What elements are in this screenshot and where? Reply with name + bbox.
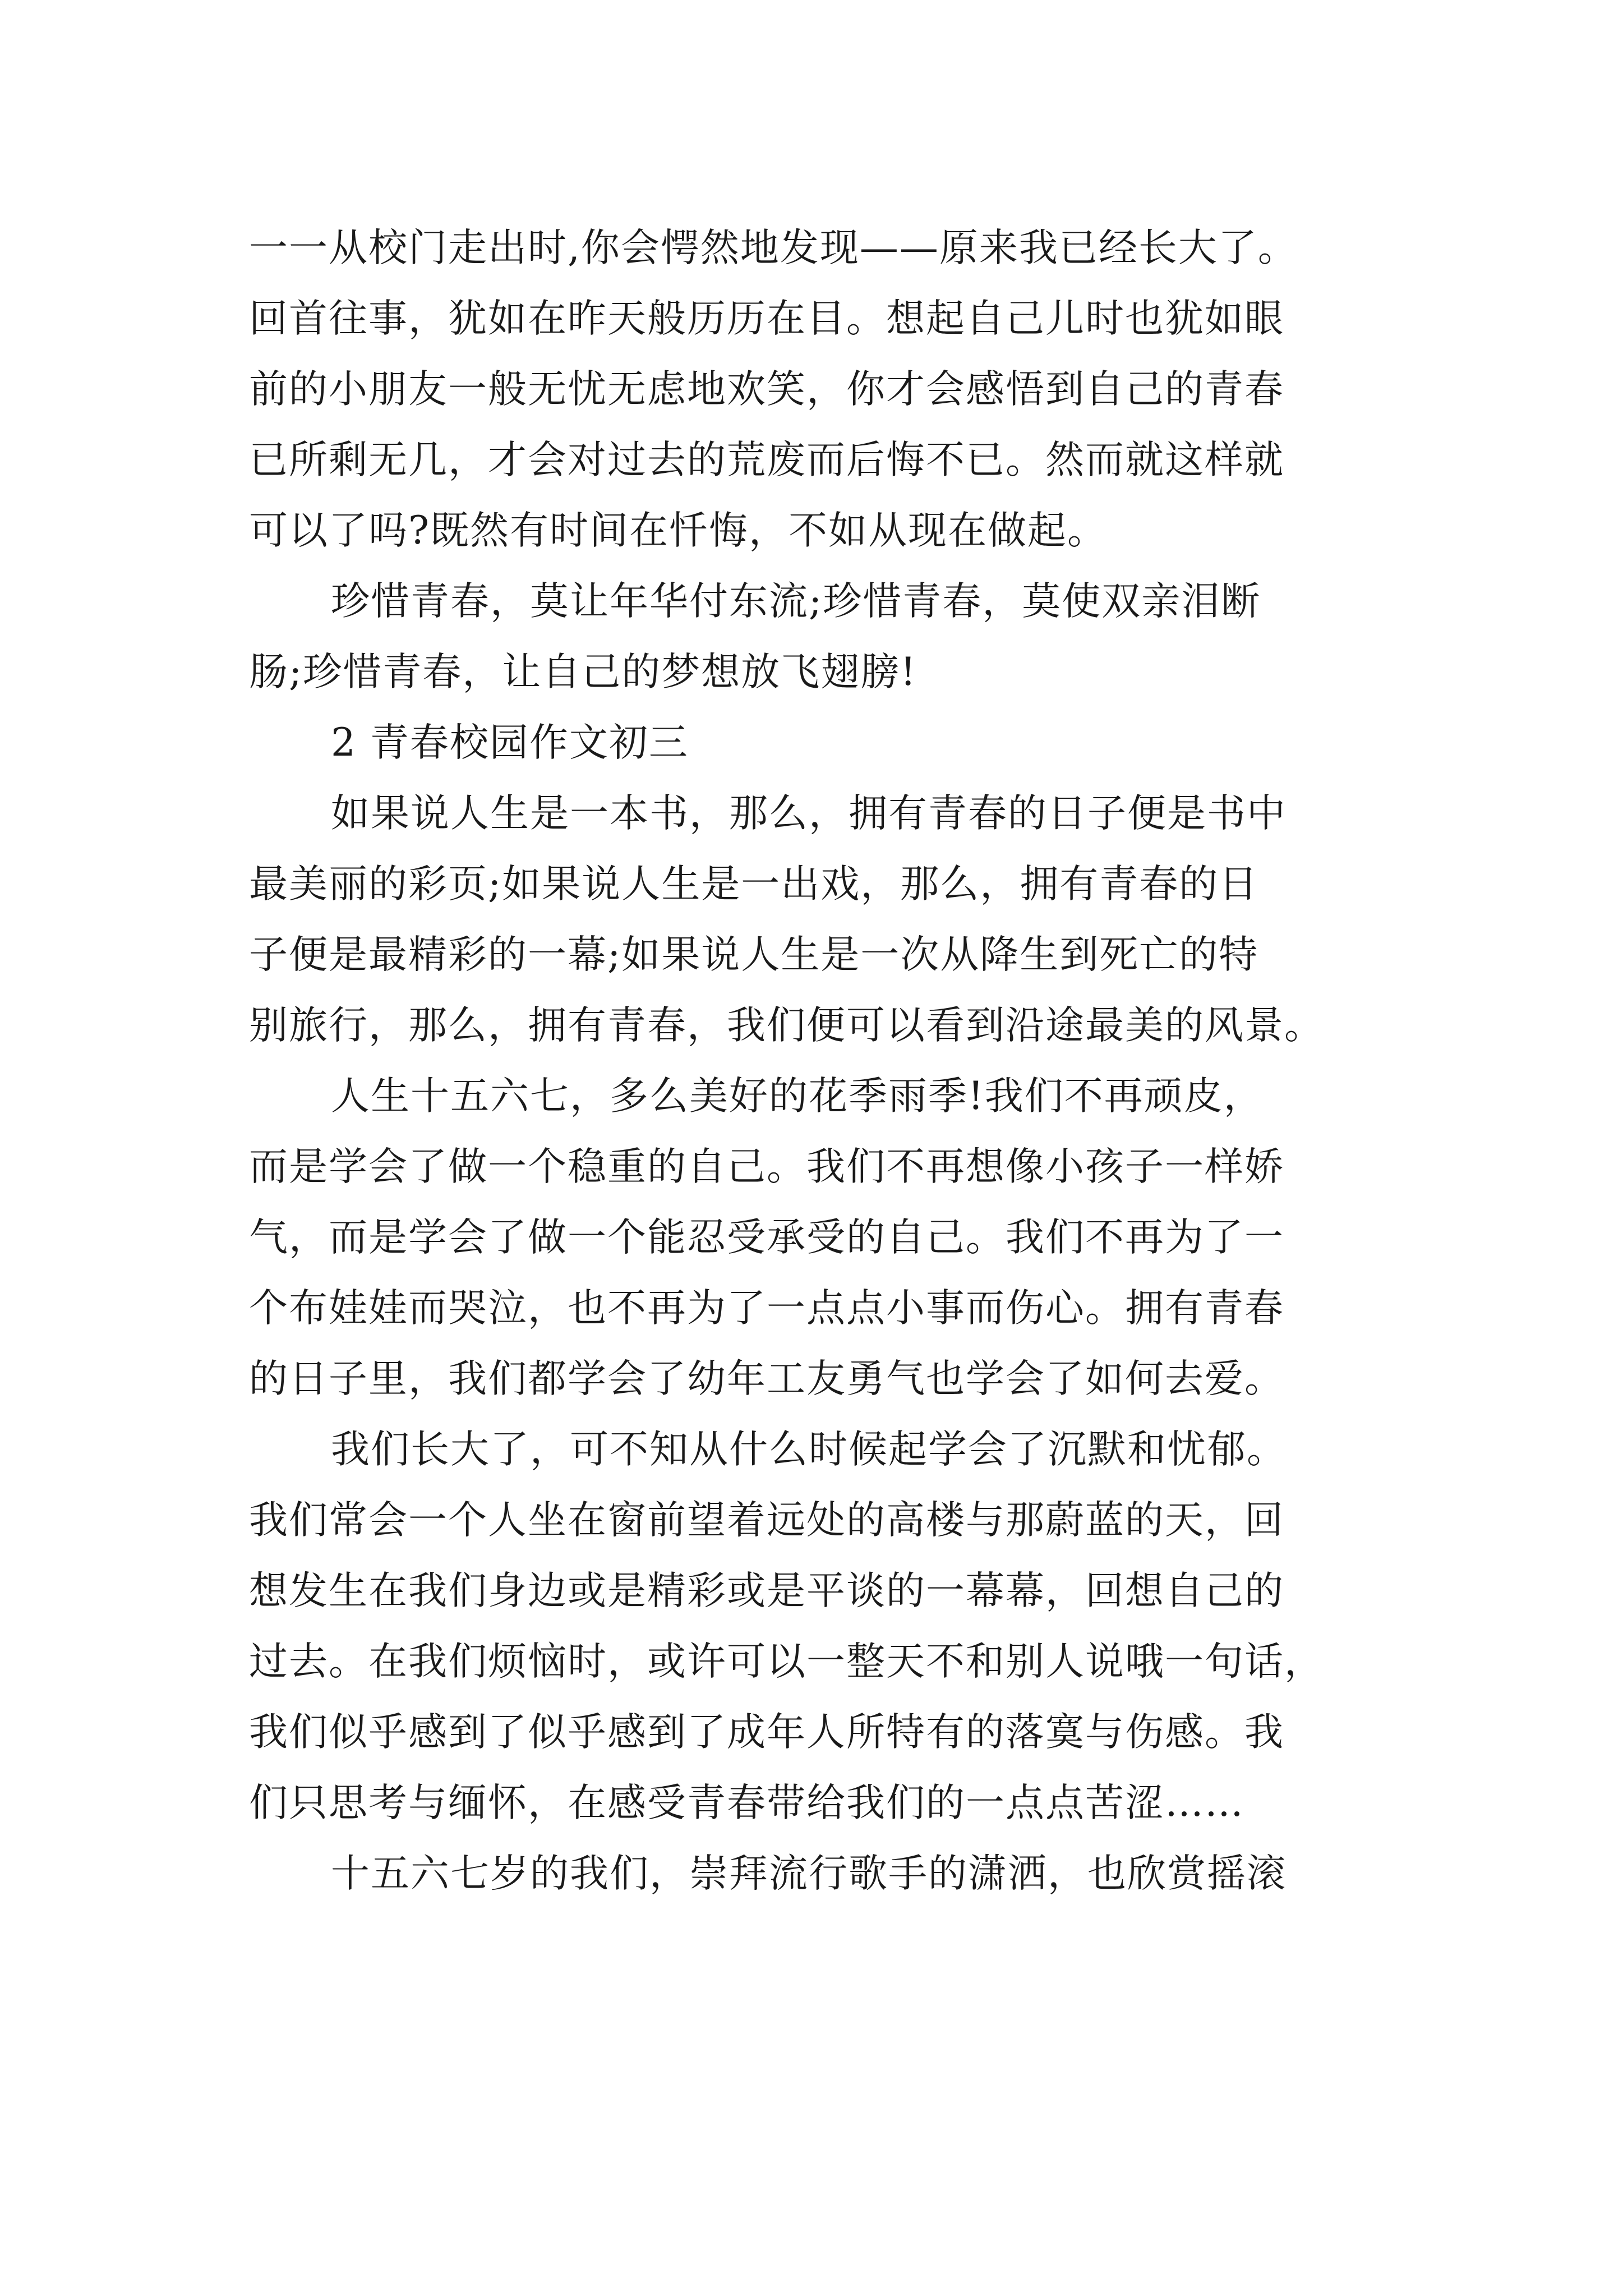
text-line-19: 我们常会一个人坐在窗前望着远处的高楼与那蔚蓝的天，回 <box>249 1498 1284 1543</box>
text-line-20: 想发生在我们身边或是精彩或是平谈的一幕幕，回想自己的 <box>249 1568 1284 1613</box>
text-line-14: 而是学会了做一个稳重的自己。我们不再想像小孩子一样娇 <box>249 1144 1284 1189</box>
text-line-1: 一一从校门走出时,你会愕然地发现——原来我已经长大了。 <box>249 226 1298 270</box>
text-line-17: 的日子里，我们都学会了幼年工友勇气也学会了如何去爱。 <box>249 1356 1284 1401</box>
text-line-13: 人生十五六七，多么美好的花季雨季!我们不再顽皮， <box>331 1074 1264 1119</box>
text-line-9: 如果说人生是一本书，那么，拥有青春的日子便是书中 <box>331 791 1287 836</box>
text-line-22: 我们似乎感到了似乎感到了成年人所特有的落寞与伤感。我 <box>249 1710 1284 1755</box>
text-line-5: 可以了吗?既然有时间在忏悔，不如从现在做起。 <box>249 508 1107 553</box>
text-line-10: 最美丽的彩页;如果说人生是一出戏，那么，拥有青春的日 <box>249 862 1259 907</box>
text-line-7: 肠;珍惜青春，让自己的梦想放飞翅膀! <box>249 650 917 694</box>
text-line-12: 别旅行，那么，拥有青春，我们便可以看到沿途最美的风景。 <box>249 1003 1324 1048</box>
text-line-6: 珍惜青春，莫让年华付东流;珍惜青春，莫使双亲泪断 <box>331 579 1261 624</box>
text-line-23: 们只思考与缅怀，在感受青春带给我们的一点点苦涩…… <box>249 1780 1244 1825</box>
text-line-2: 回首往事，犹如在昨天般历历在目。想起自己儿时也犹如眼 <box>249 296 1284 341</box>
text-line-3: 前的小朋友一般无忧无虑地欢笑，你才会感悟到自己的青春 <box>249 367 1284 412</box>
section-heading: 2 青春校园作文初三 <box>331 720 689 765</box>
text-line-18: 我们长大了，可不知从什么时候起学会了沉默和忧郁。 <box>331 1427 1287 1472</box>
text-line-16: 个布娃娃而哭泣，也不再为了一点点小事而伤心。拥有青春 <box>249 1286 1284 1331</box>
text-line-24: 十五六七岁的我们，崇拜流行歌手的潇洒，也欣赏摇滚 <box>331 1851 1287 1896</box>
text-line-4: 已所剩无几，才会对过去的荒废而后悔不已。然而就这样就 <box>249 438 1284 482</box>
text-line-15: 气，而是学会了做一个能忍受承受的自己。我们不再为了一 <box>249 1215 1284 1260</box>
text-line-21: 过去。在我们烦恼时，或许可以一整天不和别人说哦一句话， <box>249 1639 1324 1684</box>
text-line-11: 子便是最精彩的一幕;如果说人生是一次从降生到死亡的特 <box>249 932 1259 977</box>
